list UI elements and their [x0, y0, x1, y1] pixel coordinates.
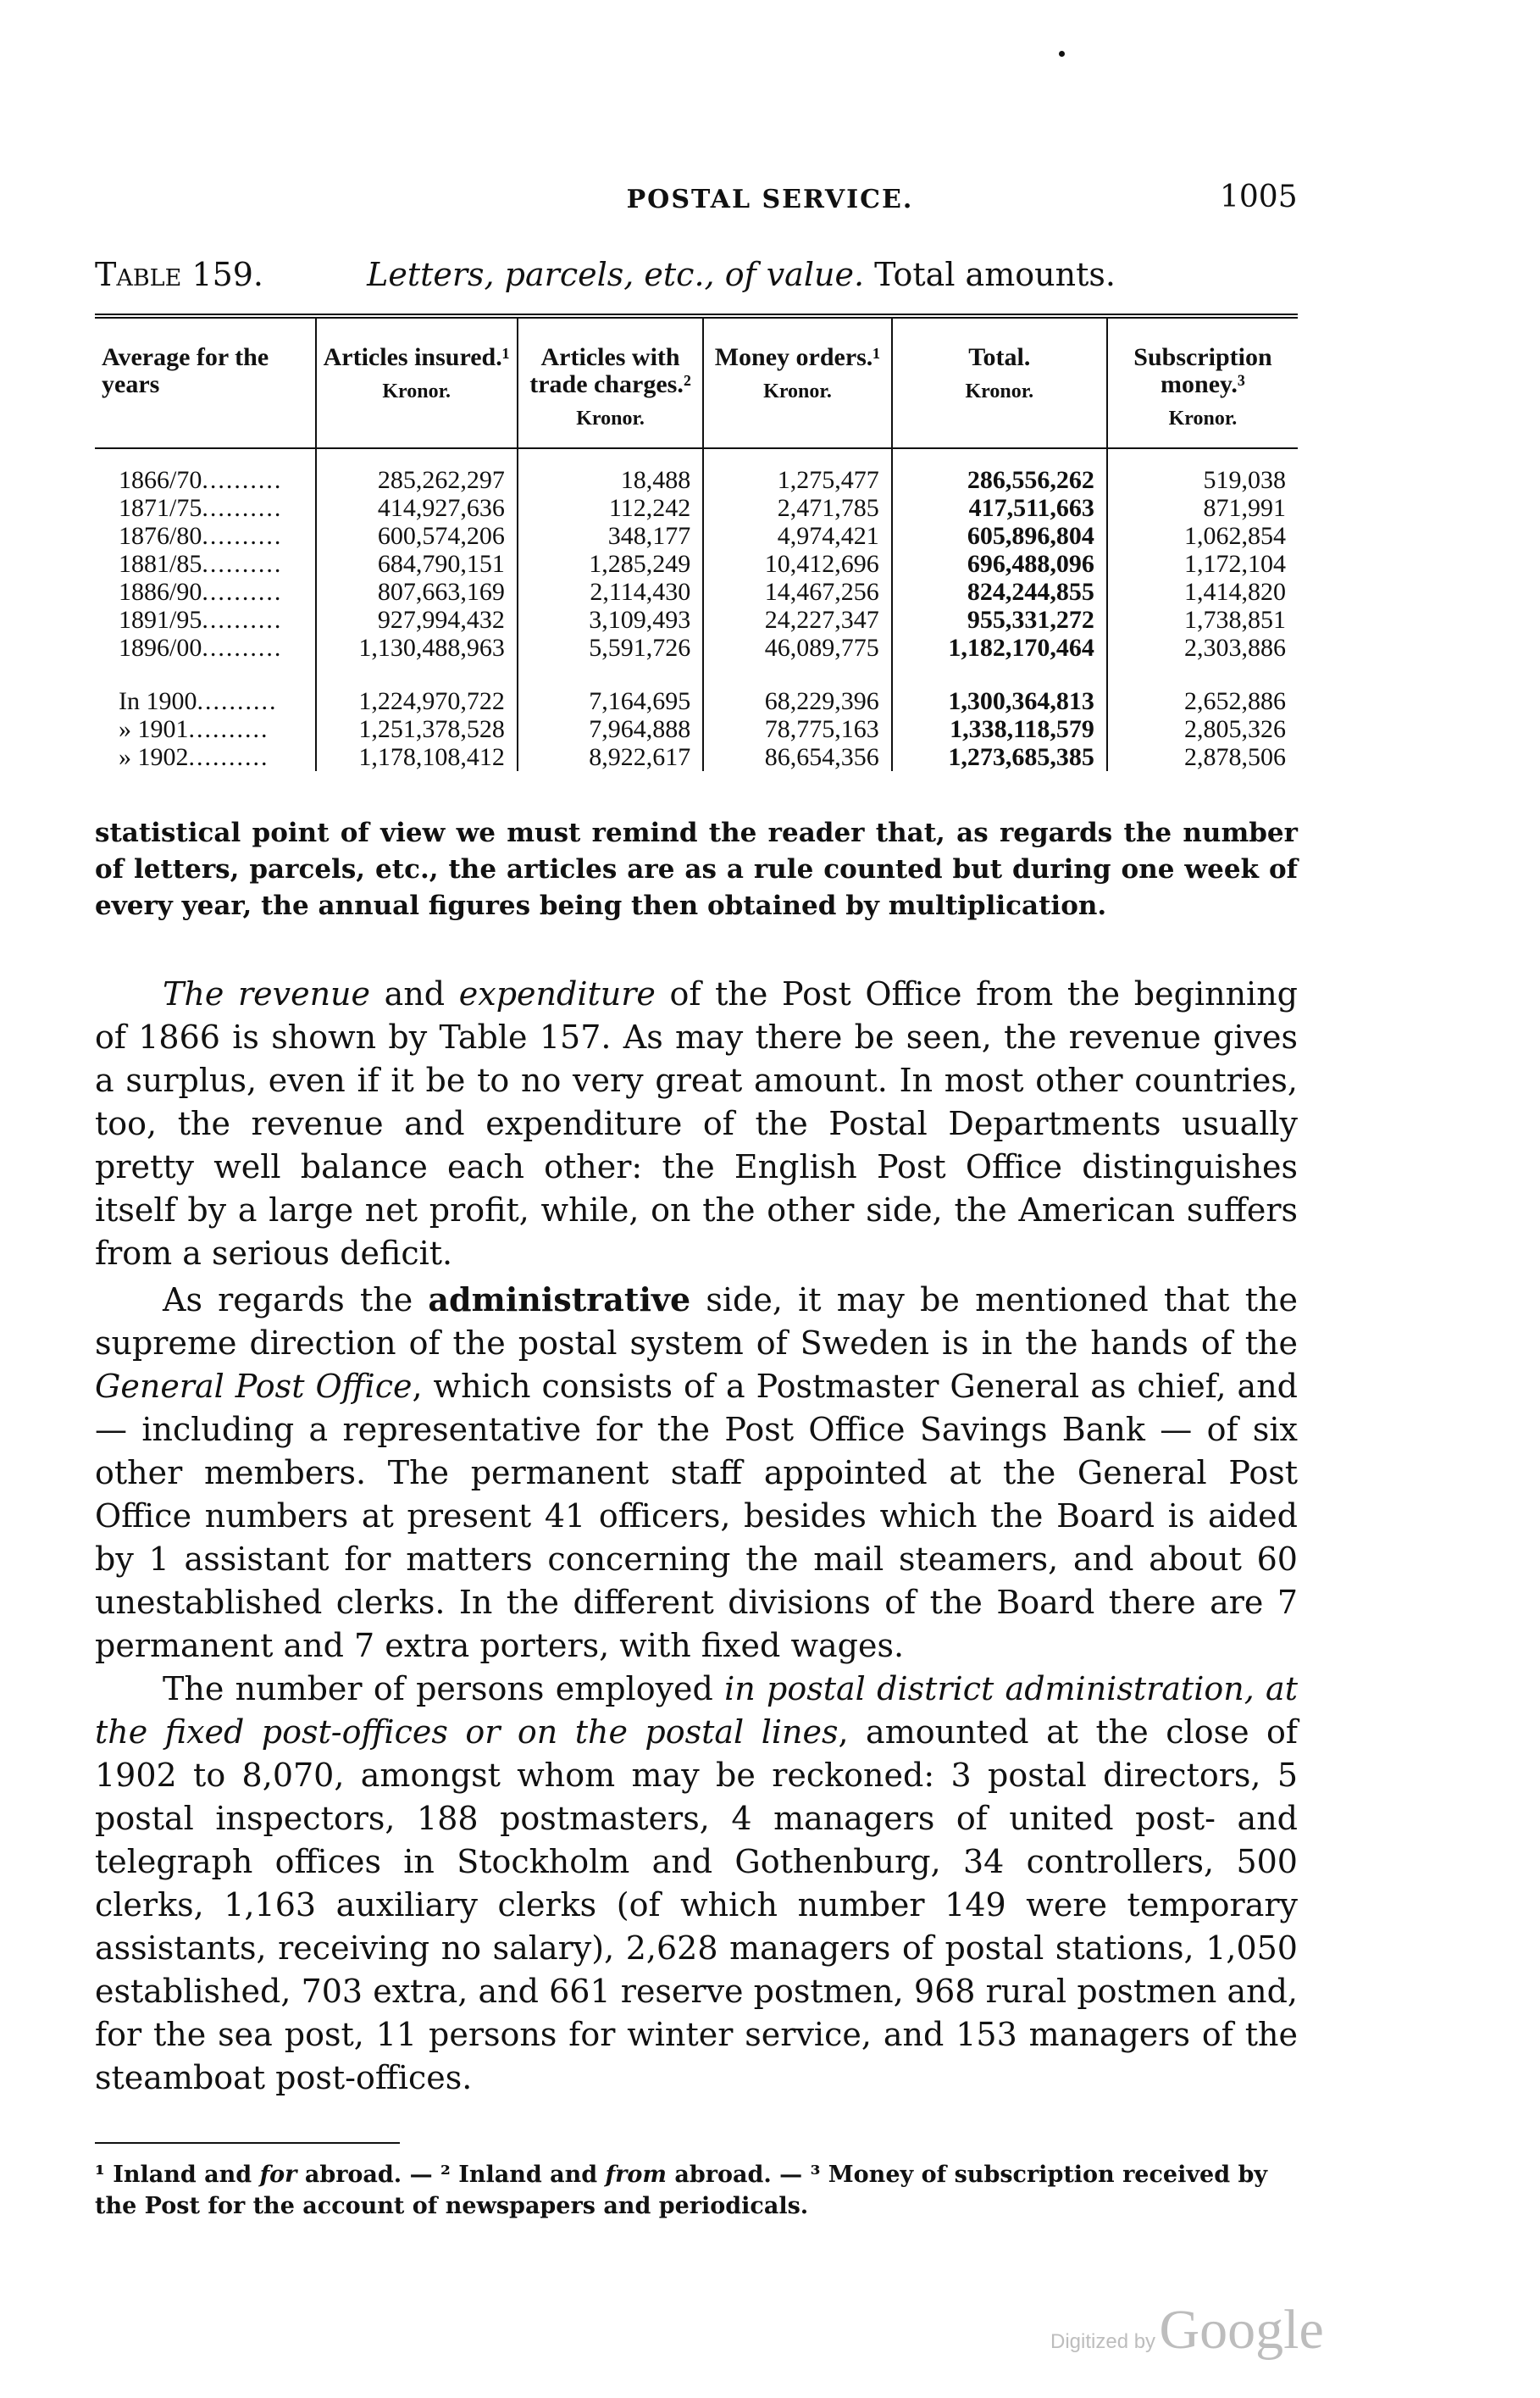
table-cell: 927,994,432: [316, 606, 518, 634]
data-table: [95, 314, 1298, 771]
table-cell: 414,927,636: [316, 494, 518, 522]
table-row: [95, 634, 1298, 662]
table-cell: » 1902..........: [119, 743, 269, 771]
column-header: Subscription money.³ Kronor.: [1107, 316, 1298, 448]
table-cell: 417,511,663: [892, 494, 1107, 522]
table-title-italic: Letters, parcels, etc., of value.: [367, 256, 865, 293]
table-cell: 7,964,888: [518, 715, 703, 743]
table-caption: [95, 256, 1116, 293]
table-cell: 285,262,297: [316, 448, 518, 494]
table-cell: 14,467,256: [703, 578, 892, 606]
table-cell: In 1900..........: [119, 687, 278, 715]
continued-paragraph: statistical point of view we must remind the reader that, as regards the number of letters, parcels, etc., the articles are as a rule counted but during one week of every year, the annual figures being then obtained by multiplication.: [95, 818, 1298, 921]
table-cell: 1,738,851: [1107, 606, 1298, 634]
table-cell: 684,790,151: [316, 550, 518, 578]
table-cell: 78,775,163: [703, 715, 892, 743]
table-cell: 1,062,854: [1107, 522, 1298, 550]
table-row: [95, 606, 1298, 634]
table-row: [95, 715, 1298, 743]
table-cell: 1,275,477: [703, 448, 892, 494]
table-cell: 955,331,272: [892, 606, 1107, 634]
column-header: Articles insured.¹ Kronor.: [316, 316, 518, 448]
table-cell: 10,412,696: [703, 550, 892, 578]
table-row: [95, 522, 1298, 550]
table-cell: 1,130,488,963: [316, 634, 518, 662]
page-number: 1005: [1220, 180, 1298, 214]
table-title-plain: Total amounts.: [874, 256, 1116, 293]
table-cell: 4,974,421: [703, 522, 892, 550]
column-header: Average for the years: [95, 316, 316, 448]
table-cell: 600,574,206: [316, 522, 518, 550]
table-cell: 8,922,617: [518, 743, 703, 771]
table-cell: 68,229,396: [703, 662, 892, 715]
table-cell: 1866/70..........: [95, 448, 316, 494]
revenue-paragraph: The revenue and expenditure of the Post Office from the beginning of 1866 is shown by Table 157. As may there be seen, the revenue gives a surplus, even if it be to no very great amount. In most other countries, too, the revenue and expenditure of the Postal Departments usually pretty well balance each other: the English Post Office distinguishes itself by a large net profit, while, on the other side, the American suffers from a serious deficit.: [95, 975, 1298, 1272]
table-cell: 3,109,493: [518, 606, 703, 634]
table-cell: 871,991: [1107, 494, 1298, 522]
table-cell: 2,878,506: [1107, 743, 1298, 771]
table-cell: 807,663,169: [316, 578, 518, 606]
table-cell: 1876/80..........: [119, 522, 283, 550]
table-cell: 2,303,886: [1107, 634, 1298, 662]
watermark-prefix: Digitized by: [1050, 2330, 1156, 2353]
table-cell: 519,038: [1107, 448, 1298, 494]
table-label: Table 159.: [95, 256, 264, 293]
table-cell: 696,488,096: [892, 550, 1107, 578]
table-cell: 5,591,726: [518, 634, 703, 662]
table-cell: 1891/95..........: [119, 606, 283, 634]
table-cell: 7,164,695: [518, 662, 703, 715]
digitized-watermark: [1050, 2298, 1324, 2362]
table-row: [95, 550, 1298, 578]
column-header: Total. Kronor.: [892, 316, 1107, 448]
table-header-row: [95, 316, 1298, 448]
table-row: [95, 494, 1298, 522]
table-cell: 1,251,378,528: [316, 715, 518, 743]
table-cell: » 1901..........: [119, 715, 269, 743]
table-cell: 1,182,170,464: [892, 634, 1107, 662]
table-cell: 824,244,855: [892, 578, 1107, 606]
table-cell: 86,654,356: [703, 743, 892, 771]
table-cell: 24,227,347: [703, 606, 892, 634]
table-cell: 1,300,364,813: [892, 662, 1107, 715]
footnote-rule: [95, 2142, 400, 2144]
table-cell: 1881/85..........: [119, 550, 283, 578]
table-cell: 1,285,249: [518, 550, 703, 578]
table-cell: 46,089,775: [703, 634, 892, 662]
table-row: [95, 662, 1298, 715]
personnel-paragraph: The number of persons employed in postal district administration, at the fixed post-offices or on the postal lines, amounted at the close of 1902 to 8,070, amongst whom may be reckoned: 3 postal directors, 5 postal inspectors, 188 postmasters, 4 managers of united post- and telegraph offices in Stockholm and Gothenburg, 34 controllers, 500 clerks, 1,163 auxiliary clerks (of which number 149 were temporary assistants, receiving no salary), 2,628 managers of postal stations, 1,050 established, 703 extra, and 661 reserve postmen, 968 rural postmen and, for the sea post, 11 persons for winter service, and 153 managers of the steamboat post-offices.: [95, 1670, 1298, 2096]
table-cell: 2,471,785: [703, 494, 892, 522]
table-cell: 1896/00..........: [119, 634, 283, 662]
column-header: Articles with trade charges.² Kronor.: [518, 316, 703, 448]
table-cell: 605,896,804: [892, 522, 1107, 550]
table-cell: 1,338,118,579: [892, 715, 1107, 743]
ink-speck: [1059, 51, 1065, 57]
table-cell: 1,178,108,412: [316, 743, 518, 771]
footnotes: ¹ Inland and for abroad. — ² Inland and from abroad. — ³ Money of subscription received by the Post for the account of newspapers and periodicals.: [95, 2162, 1268, 2219]
table-row: [95, 743, 1298, 771]
table-row: [95, 448, 1298, 494]
table-cell: 348,177: [518, 522, 703, 550]
administration-paragraph: As regards the administrative side, it may be mentioned that the supreme direction of the postal system of Sweden is in the hands of the General Post Office, which consists of a Postmaster General as chief, and — including a representative for the Post Office Savings Bank — of six other members. The permanent staff appointed at the General Post Office numbers at present 41 officers, besides which the Board is aided by 1 assistant for matters concerning the mail steamers, and about 60 unestablished clerks. In the different divisions of the Board there are 7 permanent and 7 extra porters, with fixed wages.: [95, 1280, 1299, 1664]
table-row: [95, 578, 1298, 606]
table-cell: 286,556,262: [892, 448, 1107, 494]
table-cell: 1871/75..........: [119, 494, 283, 522]
table-cell: 2,805,326: [1107, 715, 1298, 743]
table-cell: 1,273,685,385: [892, 743, 1107, 771]
table-cell: 1,414,820: [1107, 578, 1298, 606]
table-cell: 18,488: [518, 448, 703, 494]
google-logo: Google: [1159, 2299, 1324, 2361]
running-head: POSTAL SERVICE.: [626, 185, 914, 214]
table-cell: 1,224,970,722: [316, 662, 518, 715]
column-header: Money orders.¹ Kronor.: [703, 316, 892, 448]
table-cell: 1,172,104: [1107, 550, 1298, 578]
table-cell: 2,114,430: [518, 578, 703, 606]
table-cell: 1886/90..........: [119, 578, 283, 606]
table-cell: 2,652,886: [1107, 662, 1298, 715]
table-cell: 112,242: [518, 494, 703, 522]
